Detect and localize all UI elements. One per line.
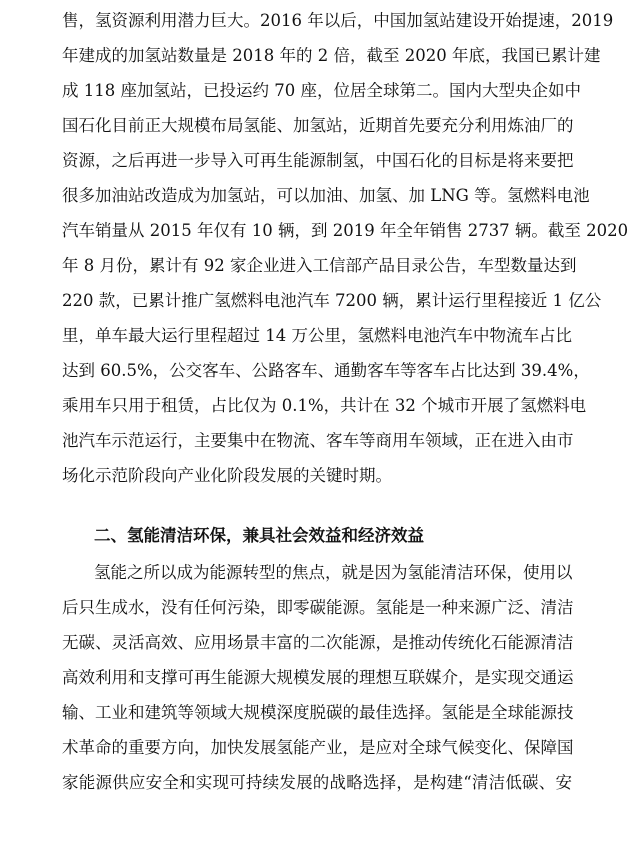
text-line: 氢能之所以成为能源转型的焦点，就是因为氢能清洁环保，使用以 bbox=[94, 563, 573, 582]
text-line: 年 8 月份，累计有 92 家企业进入工信部产品目录公告，车型数量达到 bbox=[62, 256, 577, 275]
text-line: 成 118 座加氢站，已投运约 70 座，位居全球第二。国内大型央企如中 bbox=[62, 81, 581, 100]
text-line: 高效利用和支撑可再生能源大规模发展的理想互联媒介，是实现交通运 bbox=[62, 668, 574, 687]
text-line: 汽车销量从 2015 年仅有 10 辆，到 2019 年全年销售 2737 辆。截至 2020 bbox=[62, 221, 629, 240]
section-heading: 二、氢能清洁环保，兼具社会效益和经济效益 bbox=[94, 526, 424, 545]
text-line: 国石化目前正大规模布局氢能、加氢站，近期首先要充分利用炼油厂的 bbox=[62, 116, 574, 135]
text-line: 无碳、灵活高效、应用场景丰富的二次能源，是推动传统化石能源清洁 bbox=[62, 633, 574, 652]
text-line: 场化示范阶段向产业化阶段发展的关键时期。 bbox=[62, 466, 392, 485]
text-line: 资源，之后再进一步导入可再生能源制氢，中国石化的目标是将来要把 bbox=[62, 151, 574, 170]
text-line: 家能源供应安全和实现可持续发展的战略选择，是构建“清洁低碳、安 bbox=[62, 773, 572, 792]
text-line: 后只生成水，没有任何污染，即零碳能源。氢能是一种来源广泛、清洁 bbox=[62, 598, 574, 617]
text-line: 乘用车只用于租赁，占比仅为 0.1%，共计在 32 个城市开展了氢燃料电 bbox=[62, 396, 587, 415]
text-line: 术革命的重要方向，加快发展氢能产业，是应对全球气候变化、保障国 bbox=[62, 738, 574, 757]
text-line: 很多加油站改造成为加氢站，可以加油、加氢、加 LNG 等。氢燃料电池 bbox=[62, 186, 590, 205]
text-line: 220 款，已累计推广氢燃料电池汽车 7200 辆，累计运行里程接近 1 亿公 bbox=[62, 291, 602, 310]
text-line: 达到 60.5%，公交客车、公路客车、通勤客车等客车占比达到 39.4%， bbox=[62, 361, 590, 380]
text-line: 售，氢资源利用潜力巨大。2016 年以后，中国加氢站建设开始提速，2019 bbox=[62, 11, 614, 30]
text-line: 输、工业和建筑等领域大规模深度脱碳的最佳选择。氢能是全球能源技 bbox=[62, 703, 574, 722]
text-line: 年建成的加氢站数量是 2018 年的 2 倍，截至 2020 年底，我国已累计建 bbox=[62, 46, 601, 65]
text-line: 里，单车最大运行里程超过 14 万公里，氢燃料电池汽车中物流车占比 bbox=[62, 326, 572, 345]
text-line: 池汽车示范运行，主要集中在物流、客车等商用车领域，正在进入由市 bbox=[62, 431, 574, 450]
